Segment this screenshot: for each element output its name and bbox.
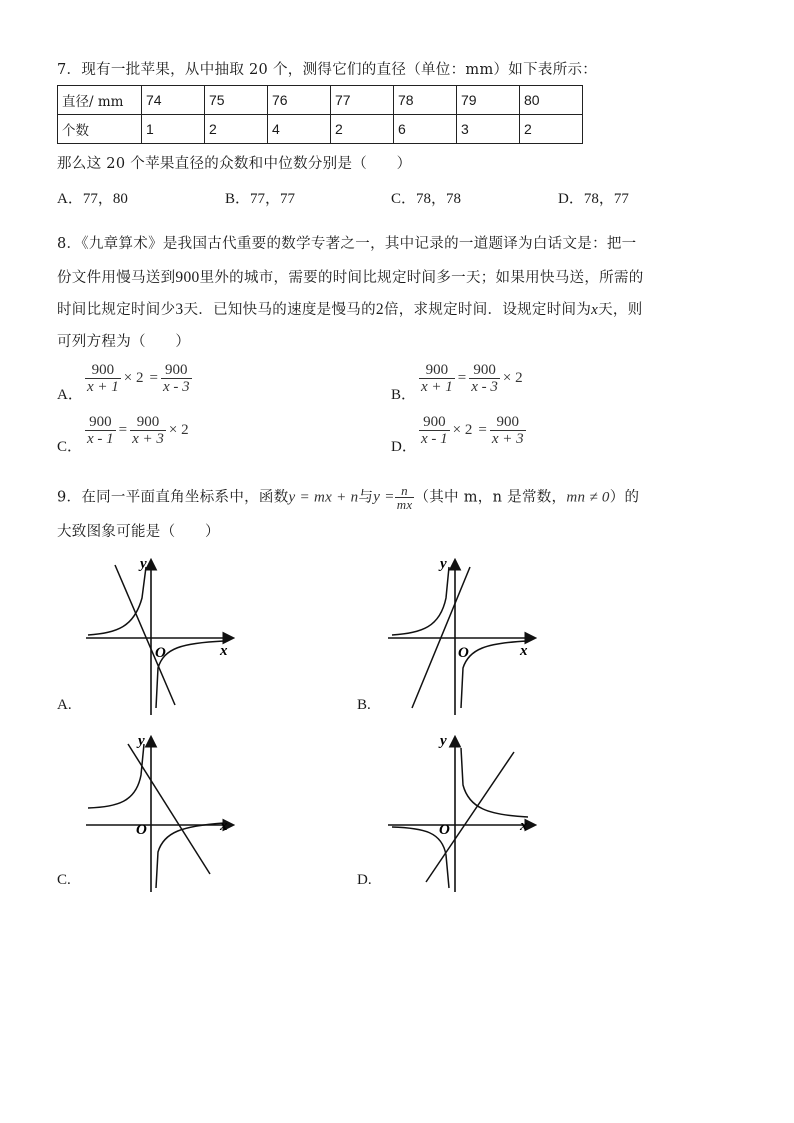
denominator: x - 3 xyxy=(471,379,498,395)
table-cell: 75 xyxy=(205,86,268,115)
q7-option-b[interactable]: B．77，77 xyxy=(225,191,296,207)
x-label: x xyxy=(220,818,228,834)
fraction xyxy=(419,414,450,447)
y-label: y xyxy=(440,733,447,749)
times-two: × 2 xyxy=(123,370,144,386)
table-cell: 80 xyxy=(520,86,583,115)
q8-option-a-label[interactable]: A． xyxy=(57,387,83,403)
q9-condition: mn ≠ 0 xyxy=(566,489,610,506)
fraction xyxy=(395,484,415,511)
q8-text: 里外的城市，需要的时间比规定时间多一天；如果用快马送，所需的 xyxy=(199,270,644,286)
q8-distance: 900 xyxy=(175,269,200,286)
q9-text: 与 xyxy=(358,489,374,506)
equals-sign: = xyxy=(118,422,128,438)
denominator: mx xyxy=(396,497,413,512)
q8-option-c-equation[interactable] xyxy=(85,414,192,447)
fraction xyxy=(490,414,526,447)
q8-line3 xyxy=(57,298,643,319)
table-cell: 2 xyxy=(331,115,394,144)
graph-a xyxy=(82,553,242,718)
denominator: x + 3 xyxy=(491,431,524,447)
numerator: 900 xyxy=(165,362,188,378)
q7-option-d[interactable]: D．78，77 xyxy=(558,191,629,207)
table-cell: 76 xyxy=(268,86,331,115)
numerator: 900 xyxy=(425,362,449,378)
q8-line1: 8．《九章算术》是我国古代重要的数学专著之一，其中记录的一道题译为白话文是：把一 xyxy=(57,236,637,252)
fraction xyxy=(85,414,116,447)
q7-stem: 7．现有一批苹果，从中抽取 20 个，测得它们的直径（单位：mm）如下表所示： xyxy=(57,62,598,78)
numerator: 900 xyxy=(496,414,519,430)
q7-question: 那么这 20 个苹果直径的众数和中位数分别是（ ） xyxy=(57,156,412,172)
q9-line2: 大致图象可能是（ ） xyxy=(57,524,220,540)
q8-option-c-label[interactable]: C． xyxy=(57,439,83,455)
linear-line xyxy=(115,565,175,705)
table-cell: 74 xyxy=(142,86,205,115)
table-cell: 79 xyxy=(457,86,520,115)
denominator: x - 3 xyxy=(162,379,190,395)
equals-sign: = xyxy=(457,370,467,386)
denominator: x + 3 xyxy=(132,431,164,447)
x-label: x xyxy=(220,643,228,659)
table-header-cell: 个数 xyxy=(58,115,142,144)
denominator: x + 1 xyxy=(87,379,119,395)
origin-label: O xyxy=(458,645,469,661)
table-row xyxy=(58,115,583,144)
numerator: 900 xyxy=(423,414,446,430)
q9-option-a-label[interactable]: A. xyxy=(57,697,72,713)
q8-variable: x xyxy=(591,302,599,318)
hyperbola-branch xyxy=(156,641,224,708)
q8-option-d-equation[interactable] xyxy=(419,414,526,447)
hyperbola-branch xyxy=(461,641,528,708)
q9-text: （其中 m，n 是常数， xyxy=(414,489,567,506)
table-cell: 3 xyxy=(457,115,520,144)
q9-inverse-function xyxy=(373,484,414,511)
equals-sign: = xyxy=(149,370,158,386)
fraction xyxy=(85,362,121,395)
numerator: 900 xyxy=(136,414,160,430)
hyperbola-branch xyxy=(88,567,146,635)
table-cell: 78 xyxy=(394,86,457,115)
table-cell: 2 xyxy=(205,115,268,144)
q8-text: 份文件用慢马送到 xyxy=(57,270,176,286)
times-two: × 2 xyxy=(502,370,523,386)
fraction xyxy=(130,414,166,447)
q7-diameter-table xyxy=(57,85,583,144)
q8-option-d-label[interactable]: D． xyxy=(391,439,417,455)
function-lhs: y = xyxy=(373,489,395,505)
q7-option-c[interactable]: C．78，78 xyxy=(391,191,462,207)
hyperbola-branch xyxy=(392,567,449,635)
q9-option-d-label[interactable]: D. xyxy=(357,872,372,888)
y-label: y xyxy=(138,733,145,749)
denominator: x + 1 xyxy=(421,379,453,395)
q9-stem xyxy=(57,484,639,511)
fraction xyxy=(469,362,500,395)
fraction xyxy=(419,362,455,395)
table-cell: 2 xyxy=(520,115,583,144)
table-cell: 4 xyxy=(268,115,331,144)
x-label: x xyxy=(520,818,528,834)
q9-linear-function: y = mx + n xyxy=(288,489,359,506)
numerator: 900 xyxy=(473,362,496,378)
fraction xyxy=(161,362,192,395)
q8-line2 xyxy=(57,266,644,287)
table-row xyxy=(58,86,583,115)
q8-text: 倍，求规定时间．设规定时间为 xyxy=(383,302,592,318)
q8-multiplier: 2 xyxy=(375,301,384,318)
table-cell: 6 xyxy=(394,115,457,144)
q9-text: 9．在同一平面直角坐标系中，函数 xyxy=(57,489,289,506)
q8-text: 时间比规定时间少 xyxy=(57,302,176,318)
q9-option-c-label[interactable]: C. xyxy=(57,872,71,888)
q8-line4: 可列方程为（ ） xyxy=(57,334,191,350)
origin-label: O xyxy=(136,822,147,838)
equals-sign: = xyxy=(478,422,487,438)
x-label: x xyxy=(520,643,528,659)
q7-option-a[interactable]: A．77，80 xyxy=(57,191,128,207)
table-cell: 77 xyxy=(331,86,394,115)
denominator: x - 1 xyxy=(87,431,114,447)
linear-line xyxy=(426,752,514,882)
origin-label: O xyxy=(155,645,166,661)
y-label: y xyxy=(140,556,147,572)
q8-option-b-equation[interactable] xyxy=(419,362,526,395)
q8-text: 天．已知快马的速度是慢马的 xyxy=(183,302,376,318)
q8-text: 天，则 xyxy=(598,302,643,318)
q9-text: ）的 xyxy=(609,489,640,506)
y-label: y xyxy=(440,556,447,572)
graph-d xyxy=(384,730,544,895)
graph-c xyxy=(82,730,242,895)
numerator: n xyxy=(401,483,408,498)
graph-b xyxy=(384,553,544,718)
times-two: × 2 xyxy=(168,422,189,438)
hyperbola-branch xyxy=(156,823,224,888)
denominator: x - 1 xyxy=(421,431,448,447)
origin-label: O xyxy=(439,822,450,838)
table-cell: 1 xyxy=(142,115,205,144)
hyperbola-branch xyxy=(88,744,144,808)
q8-option-a-equation[interactable] xyxy=(85,362,192,395)
table-header-cell: 直径/ mm xyxy=(58,86,142,115)
q8-option-b-label[interactable]: B． xyxy=(391,387,417,403)
hyperbola-branch xyxy=(461,748,528,817)
numerator: 900 xyxy=(89,414,112,430)
q9-option-b-label[interactable]: B. xyxy=(357,697,371,713)
q8-days: 3 xyxy=(175,301,184,318)
numerator: 900 xyxy=(91,362,115,378)
times-two: × 2 xyxy=(452,422,473,438)
linear-line xyxy=(128,744,210,874)
